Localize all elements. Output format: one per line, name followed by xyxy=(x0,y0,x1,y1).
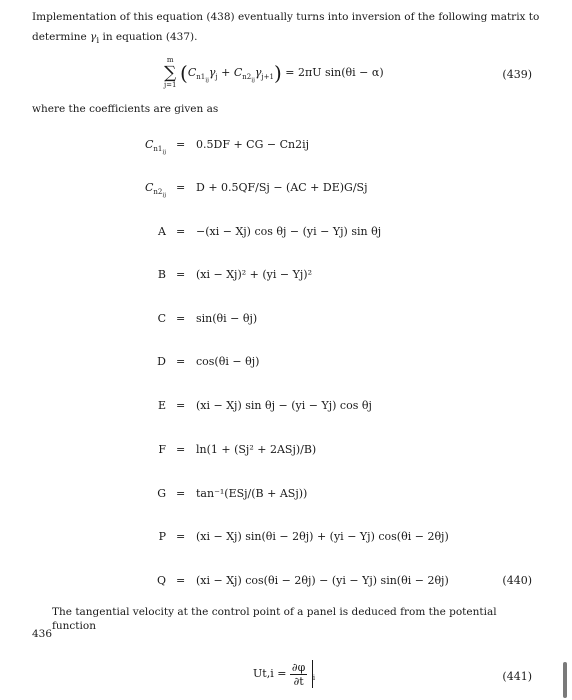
def-rhs-f: ln(1 + (Sj² + 2ASj)/B) xyxy=(196,443,317,456)
def-lhs-g: G xyxy=(157,487,166,500)
def-lhs-d: D xyxy=(157,355,166,368)
coefficients-intro: where the coefficients are given as xyxy=(32,103,219,115)
def-rhs-a: −(xi − Xj) cos θj − (yi − Yj) sin θj xyxy=(196,225,382,238)
document-page: Implementation of this equation (438) eventually turns into inversion of the following matrix to determine $\gamma_i$ in equation (437). m ∑ j=1 $(C_{n1_{ij}}\gamma_j + C_{n2_{ij}}\gamma_{j+1}) = 2\pi U$ sin(θi − α) (439) where the coefficients are given as $C_{n1_{ij}}$ = 0.5DF + CG − Cn2ij $C_{n2_{ij}}$ = D + 0.5QF/Sj − (AC + DE)G/Sj A = −(xi − Xj) cos θj − (yi − Yj) sin θj B = (xi − Xj)² + (yi − Yj)² C = sin(θi − θj) D = cos(θi − θj) E = (xi − Xj) sin θj − (yi − Yj) cos θj F = ln(1 + (Sj² + 2ASj)/B) G = tan⁻¹(ESj/(B + ASj)) P = (xi − Xj) sin(θi − 2θj) + (yi − Yj) cos(θi − 2θj) Q = (xi − Xj) cos(θi − 2θj) − (yi − Yj) sin(θi − 2θj) (440) The tangential velocity at the control point of a panel is deduced from the potential function 436 Ut,i = $\frac{\partial\varphi}{\partial t}$ $_i$ (441) xyxy=(0,0,572,700)
def-rhs-q: (xi − Xj) cos(θi − 2θj) − (yi − Yj) sin(θi − 2θj) xyxy=(196,574,449,587)
paragraph-line: Implementation of this equation (438) eventually turns into inversion of the following matrix to xyxy=(32,11,540,23)
paragraph-line: determine $\gamma_i$ in equation (437). xyxy=(32,31,198,47)
def-rhs-cn1: 0.5DF + CG − Cn2ij xyxy=(196,138,309,151)
def-lhs-e: E xyxy=(157,399,166,412)
sum-operator: m ∑ j=1 xyxy=(164,56,177,89)
def-rhs-c: sin(θi − θj) xyxy=(196,312,258,325)
def-lhs-b: B xyxy=(157,268,166,281)
def-rhs-g: tan⁻¹(ESj/(B + ASj)) xyxy=(196,487,308,500)
scrollbar-thumb[interactable] xyxy=(563,662,567,698)
def-lhs-c: C xyxy=(157,312,166,325)
def-rhs-cn2: D + 0.5QF/Sj − (AC + DE)G/Sj xyxy=(196,181,368,194)
def-lhs-f: F xyxy=(158,443,166,456)
def-rhs-p: (xi − Xj) sin(θi − 2θj) + (yi − Yj) cos(θi − 2θj) xyxy=(196,530,449,543)
equation-439: m ∑ j=1 $(C_{n1_{ij}}\gamma_j + C_{n2_{ij}}\gamma_{j+1}) = 2\pi U$ sin(θi − α) xyxy=(164,56,384,89)
def-rhs-d: cos(θi − θj) xyxy=(196,355,260,368)
def-lhs-p: P xyxy=(158,530,166,543)
def-rhs-e: (xi − Xj) sin θj − (yi − Yj) cos θj xyxy=(196,399,372,412)
paragraph-tangential: The tangential velocity at the control point of a panel is deduced from the potential function xyxy=(52,606,497,632)
paragraph-intro xyxy=(32,10,542,48)
equation-number: (439) xyxy=(502,68,532,81)
page-number: 436 xyxy=(32,628,53,640)
def-rhs-b: (xi − Xj)² + (yi − Yj)² xyxy=(196,268,312,281)
def-lhs-q: Q xyxy=(156,574,166,587)
partial-derivative: $\frac{\partial\varphi}{\partial t}$ xyxy=(291,660,306,688)
def-lhs-cn1: $C_{n1_{ij}}$ xyxy=(144,138,166,156)
equation-441: Ut,i = $\frac{\partial\varphi}{\partial t}$ $_i$ xyxy=(253,660,316,688)
equation-number: (441) xyxy=(502,670,532,683)
equation-rhs: = 2πU sin(θi − α) xyxy=(285,66,384,79)
def-lhs-cn2: $C_{n2_{ij}}$ xyxy=(144,181,166,199)
def-lhs-a: A xyxy=(158,225,166,238)
equation-number: (440) xyxy=(502,574,532,587)
